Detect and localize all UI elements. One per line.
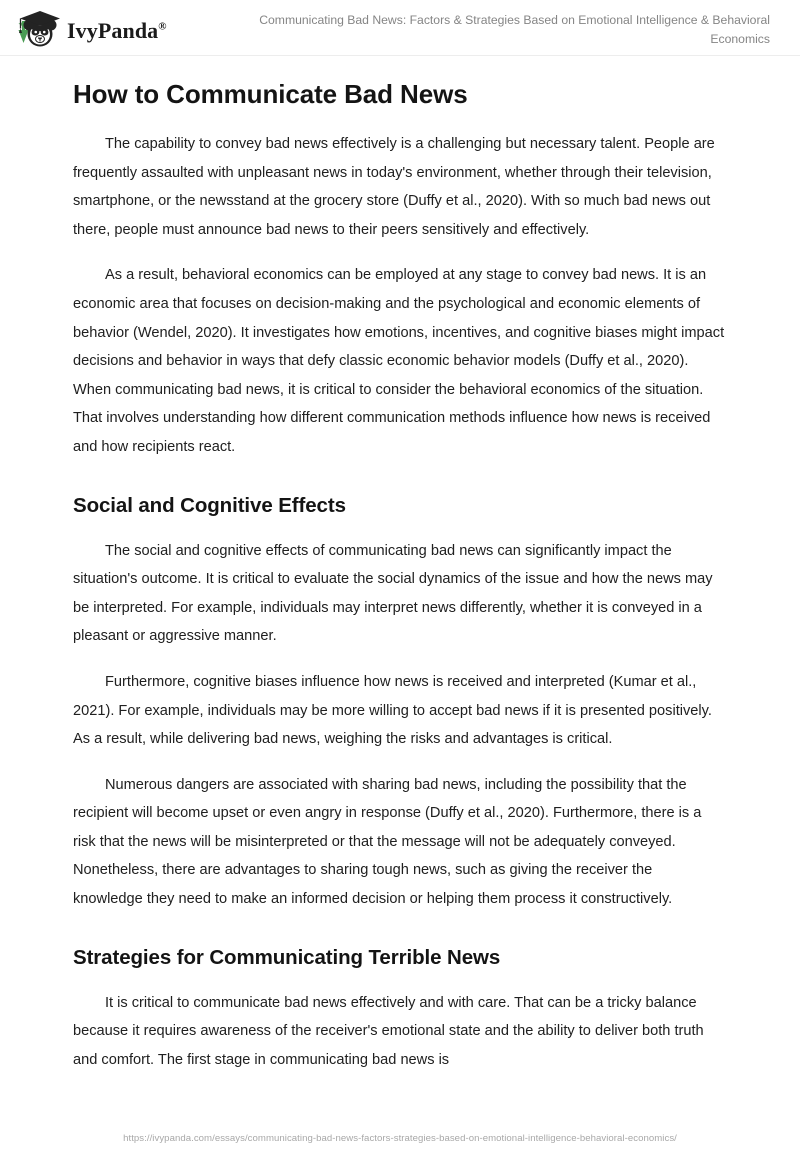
header-document-title: Communicating Bad News: Factors & Strategies Based on Emotional Intelligence & Behavioral Economics: [259, 13, 770, 46]
page-footer: [0, 1116, 800, 1160]
section-heading-social-and-cognitive-effects: Social and Cognitive Effects: [73, 493, 346, 517]
source-url-link[interactable]: https://ivypanda.com/essays/communicating-bad-news-factors-strategies-based-on-emotional-intelligence-behavioral-economics/: [123, 1132, 677, 1144]
paragraph: As a result, behavioral economics can be employed at any stage to convey bad news. It is an economic area that focuses on decision-making and the psychological and economic elements of behavior (Wendel, 2020). It investigates how emotions, incentives, and cognitive biases might impact decisions and behavior in ways that defy classic economic behavior models (Duffy et al., 2020). When communicating bad news, it is critical to consider the behavioral economics of the situation. That involves understanding how different communication methods influence how news is received and how recipients react.: [73, 267, 725, 455]
brand-logo-group[interactable]: [0, 0, 167, 52]
brand-name-text: IvyPanda: [67, 18, 159, 43]
registered-trademark-mark: ®: [158, 20, 167, 33]
section-heading-strategies-for-communicating-terrible-news: Strategies for Communicating Terrible News: [73, 945, 501, 969]
panda-graduation-cap-logo-icon: [14, 8, 60, 52]
page-header: [0, 0, 800, 56]
paragraph: The capability to convey bad news effectively is a challenging but necessary talent. People are frequently assaulted with unpleasant news in today's environment, whether through their television, smartphone, or the newsstand at the grocery store (Duffy et al., 2020). With so much bad news out there, people must announce bad news to their peers sensitively and effectively.: [73, 136, 715, 238]
page-title: How to Communicate Bad News: [73, 79, 468, 109]
brand-name: [67, 18, 167, 44]
paragraph: Numerous dangers are associated with sharing bad news, including the possibility that the recipient will become upset or even angry in response (Duffy et al., 2020). Furthermore, there is a risk that the news will be misinterpreted or that the message will not be adequately conveyed. Nonetheless, there are advantages to sharing tough news, such as giving the receiver the knowledge they need to make an informed decision or helping them process it constructively.: [73, 776, 702, 908]
paragraph: Furthermore, cognitive biases influence how news is received and interpreted (Kumar et al., 2021). For example, individuals may be more willing to accept bad news if it is presented positively. As a result, while delivering bad news, weighing the risks and advantages is critical.: [73, 673, 712, 748]
document-body: [0, 56, 800, 1074]
document-content-column: [73, 78, 725, 1074]
paragraph: The social and cognitive effects of communicating bad news can significantly impact the situation's outcome. It is critical to evaluate the social dynamics of the issue and how the news may be interpreted. For example, individuals may interpret news differently, whether it is conveyed in a pleasant or aggressive manner.: [73, 542, 713, 645]
paragraph: It is critical to communicate bad news effectively and with care. That can be a tricky balance because it requires awareness of the receiver's emotional state and the ability to deliver both truth and comfort. The first stage in communicating bad news is: [73, 994, 704, 1068]
